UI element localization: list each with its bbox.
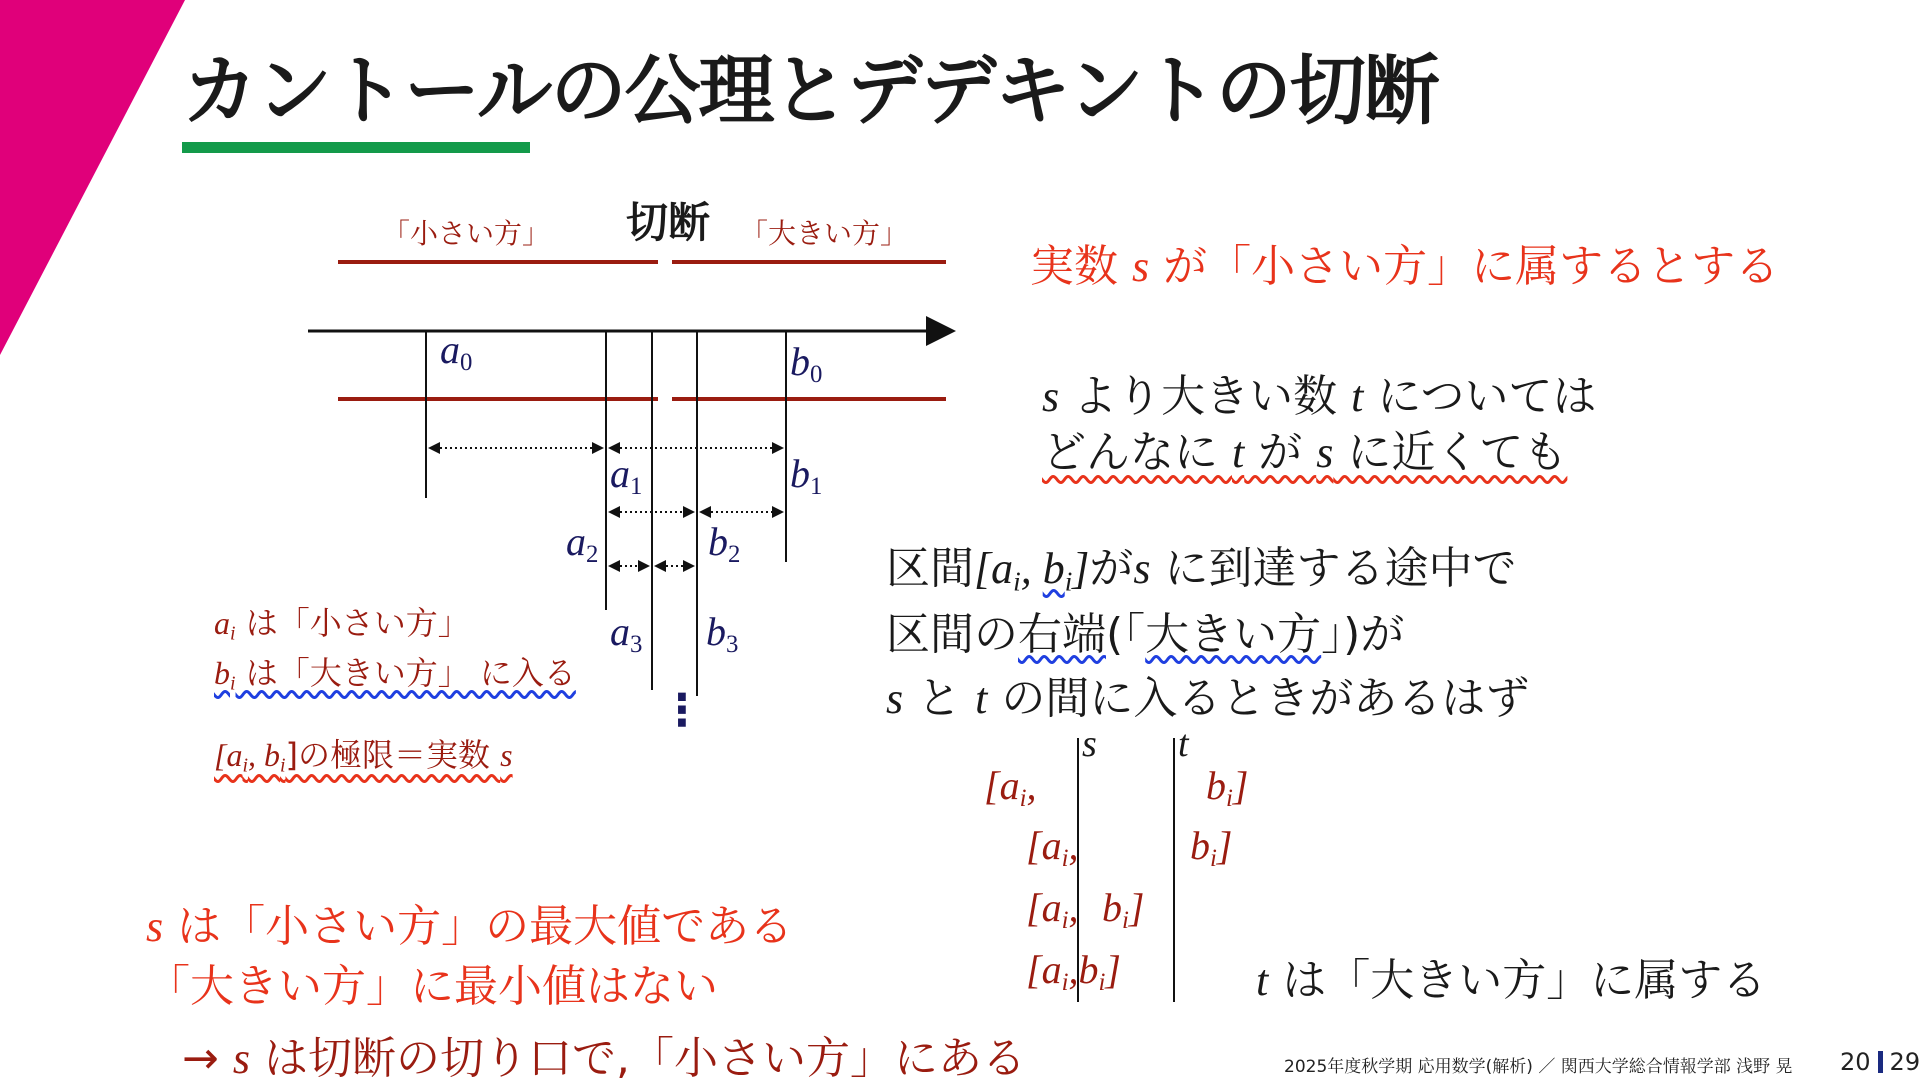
label-b3: $b_3$	[706, 609, 739, 658]
label-a0: $a_0$	[440, 327, 473, 376]
note-b-large: bi は「大きい方」 に入る	[214, 654, 576, 695]
s-marker-label: s	[1082, 723, 1097, 765]
para1-line2: どんなに t が s に近くても	[1042, 427, 1568, 478]
label-a3: $a_3$	[610, 609, 643, 658]
t-belongs-note: t は「大きい方」に属する	[1256, 955, 1767, 1006]
small-side-label: 「小さい方」	[382, 217, 551, 250]
para2-line2: 区間の右端(「大きい方」)が	[886, 609, 1405, 660]
cut-label: 切断	[626, 198, 711, 247]
para2-line1: 区間[ai, bi]がs に到達する途中で	[886, 543, 1517, 597]
footer-course: 2025年度秋学期 応用数学(解析) ／ 関西大学総合情報学部 浅野 晃	[1284, 1057, 1793, 1077]
label-a2: $a_2$	[566, 519, 599, 568]
label-b2: $b_2$	[708, 519, 741, 568]
corner-accent	[0, 0, 190, 360]
interval-row-1: [ai,	[984, 763, 1037, 812]
interval-row-2-b: bi]	[1190, 823, 1233, 872]
conclusion-1: s は「小さい方」の最大値である	[146, 901, 794, 952]
note-limit: [ai, bi]の極限＝実数 s	[214, 736, 513, 777]
label-a1: $a_1$	[610, 451, 643, 500]
interval-row-3: [ai,	[1026, 885, 1079, 934]
label-b0: $b_0$	[790, 339, 823, 388]
assumption: 実数 s が「小さい方」に属するとする	[1030, 241, 1780, 292]
interval-row-4: [ai,bi]	[1026, 947, 1121, 996]
para1-line1: s より大きい数 t については	[1042, 371, 1597, 422]
continuation-dots: ⋮	[660, 685, 704, 736]
t-marker-label: t	[1178, 723, 1189, 765]
interval-row-1-b: bi]	[1206, 763, 1249, 812]
label-b1: $b_1$	[790, 451, 823, 500]
large-side-label: 「大きい方」	[740, 217, 909, 250]
para2-line3: s と t の間に入るときがあるはず	[886, 673, 1530, 724]
conclusion-2: 「大きい方」に最小値はない	[146, 961, 718, 1012]
note-a-small: ai は「小さい方」	[214, 604, 470, 645]
page-title: カントールの公理とデデキントの切断	[182, 46, 1438, 135]
interval-row-2: [ai,	[1026, 823, 1079, 872]
title-underline	[182, 142, 530, 153]
interval-row-3-b: bi]	[1102, 885, 1145, 934]
page-number: 20 29	[1840, 1048, 1920, 1076]
conclusion-3: → s は切断の切り口で,「小さい方」にある	[182, 1033, 1026, 1084]
